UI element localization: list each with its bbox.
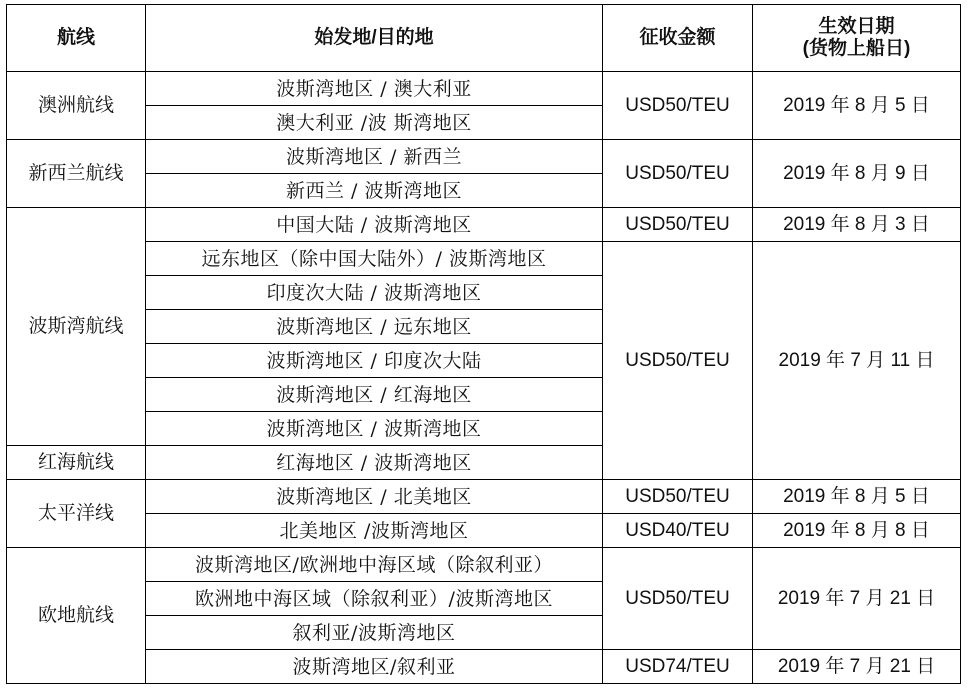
table-row bbox=[7, 480, 961, 514]
date-cell: 2019 年 7 月 21 日 bbox=[753, 548, 961, 650]
route-cell: 新西兰航线 bbox=[7, 140, 146, 208]
date-cell: 2019 年 8 月 5 日 bbox=[753, 480, 961, 514]
origin-destination-cell: 波斯湾地区 / 远东地区 bbox=[146, 310, 603, 344]
surcharge-table-container bbox=[6, 4, 961, 684]
origin-destination-cell: 澳大利亚 /波 斯湾地区 bbox=[146, 106, 603, 140]
origin-destination-cell: 远东地区（除中国大陆外）/ 波斯湾地区 bbox=[146, 242, 603, 276]
table-row bbox=[7, 514, 961, 548]
header-effective-date-line2: (货物上船日) bbox=[802, 38, 911, 59]
amount-cell: USD50/TEU bbox=[603, 140, 753, 208]
amount-cell: USD50/TEU bbox=[603, 548, 753, 650]
route-cell: 澳洲航线 bbox=[7, 72, 146, 140]
table-row bbox=[7, 548, 961, 582]
table-row bbox=[7, 208, 961, 242]
date-cell: 2019 年 8 月 5 日 bbox=[753, 72, 961, 140]
origin-destination-cell: 欧洲地中海区域（除叙利亚）/波斯湾地区 bbox=[146, 582, 603, 616]
surcharge-table bbox=[6, 4, 961, 684]
date-cell: 2019 年 8 月 9 日 bbox=[753, 140, 961, 208]
header-origin-destination: 始发地/目的地 bbox=[146, 5, 603, 72]
origin-destination-cell: 波斯湾地区 / 红海地区 bbox=[146, 378, 603, 412]
origin-destination-cell: 波斯湾地区 / 新西兰 bbox=[146, 140, 603, 174]
date-cell: 2019 年 8 月 8 日 bbox=[753, 514, 961, 548]
origin-destination-cell: 波斯湾地区 / 北美地区 bbox=[146, 480, 603, 514]
amount-cell: USD74/TEU bbox=[603, 650, 753, 684]
origin-destination-cell: 印度次大陆 / 波斯湾地区 bbox=[146, 276, 603, 310]
origin-destination-cell: 红海地区 / 波斯湾地区 bbox=[146, 446, 603, 480]
header-effective-date bbox=[753, 5, 961, 72]
origin-destination-cell: 新西兰 / 波斯湾地区 bbox=[146, 174, 603, 208]
origin-destination-cell: 波斯湾地区 / 澳大利亚 bbox=[146, 72, 603, 106]
table-row bbox=[7, 650, 961, 684]
origin-destination-cell: 波斯湾地区/欧洲地中海区域（除叙利亚） bbox=[146, 548, 603, 582]
date-cell: 2019 年 7 月 21 日 bbox=[753, 650, 961, 684]
origin-destination-cell: 北美地区 /波斯湾地区 bbox=[146, 514, 603, 548]
date-cell: 2019 年 8 月 3 日 bbox=[753, 208, 961, 242]
date-cell: 2019 年 7 月 11 日 bbox=[753, 242, 961, 480]
origin-destination-cell: 波斯湾地区 / 波斯湾地区 bbox=[146, 412, 603, 446]
route-cell: 红海航线 bbox=[7, 446, 146, 480]
amount-cell: USD50/TEU bbox=[603, 208, 753, 242]
header-amount: 征收金额 bbox=[603, 5, 753, 72]
route-cell: 波斯湾航线 bbox=[7, 208, 146, 446]
table-row bbox=[7, 140, 961, 174]
header-effective-date-line1: 生效日期 bbox=[818, 16, 895, 37]
amount-cell: USD50/TEU bbox=[603, 480, 753, 514]
amount-cell: USD40/TEU bbox=[603, 514, 753, 548]
origin-destination-cell: 叙利亚/波斯湾地区 bbox=[146, 616, 603, 650]
origin-destination-cell: 中国大陆 / 波斯湾地区 bbox=[146, 208, 603, 242]
amount-cell: USD50/TEU bbox=[603, 242, 753, 480]
table-row bbox=[7, 72, 961, 106]
amount-cell: USD50/TEU bbox=[603, 72, 753, 140]
route-cell: 太平洋线 bbox=[7, 480, 146, 548]
route-cell: 欧地航线 bbox=[7, 548, 146, 684]
table-row bbox=[7, 242, 961, 276]
table-header-row bbox=[7, 5, 961, 72]
origin-destination-cell: 波斯湾地区/叙利亚 bbox=[146, 650, 603, 684]
origin-destination-cell: 波斯湾地区 / 印度次大陆 bbox=[146, 344, 603, 378]
header-route: 航线 bbox=[7, 5, 146, 72]
